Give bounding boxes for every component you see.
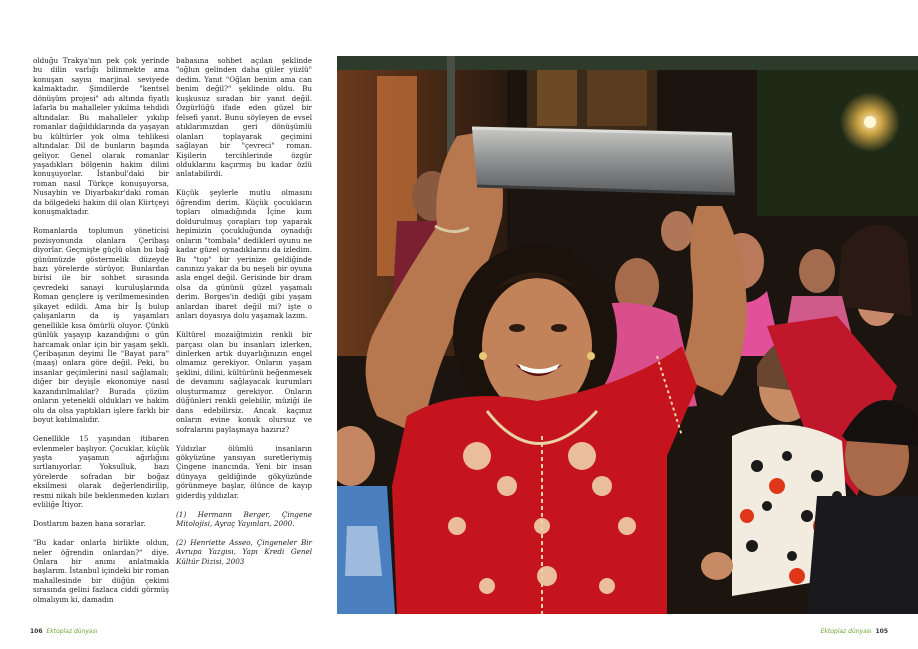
page-number: 106 [30, 628, 43, 635]
paragraph: "Bu kadar onlarla birlikte oldun, neler öğrendin onlardan?" diye. Onlara bir anımı anlatmakla başlarım. İstanbul içindeki bir roman mahallesinde bir düğün çekimi sırasında gelini fazlaca ciddi görmüş olmalıyım ki, damadın [33, 538, 169, 604]
footer-left [30, 628, 99, 635]
magazine-name: Ektoplaz dünyası [820, 628, 872, 635]
paragraph: Yıldızlar ölümlü insanların gökyüzüne yansıyan suretleriymiş Çingene inancında. Yeni bir insan dünyaya geldiğinde gökyüzünde görünmeye başlar, ölünce de kayıp giderdiş yıldızlar. [176, 443, 312, 500]
celebration-photo [337, 56, 918, 614]
reference: (1) Hermann Berger, Çingene Mitolojisi, Ayraç Yayınları, 2000. [176, 509, 312, 529]
text-column-left [33, 56, 169, 614]
page-number: 105 [875, 628, 888, 635]
paragraph: Dostlarım bazen bana sorarlar. [33, 519, 146, 529]
reference: (2) Henriette Asseo, Çingeneler Bir Avrupa Yazgısı, Yapı Kredi Genel Kültür Dizisi, 2003 [176, 538, 312, 566]
text-column-middle [176, 56, 312, 576]
footer-right [819, 628, 888, 635]
paragraph: Kültürel mozaiğimizin renkli bir parçası olan bu insanları izlerken, dinlerken artık duyarlığınızın engel olmamız gerekiyor. Onların yaşam şeklini, dilini, kültürünü beğenmesek de devamını sağlayacak kurumları oluşturmamız gerekiyor. Onların düğünleri renkli gelebilir, müziği ile dans edebilirsiz. Ancak kaçınız onların evine konuk olursuz ve sofralarını paylaşmaya hazırız? [176, 330, 312, 434]
paragraph: Küçük şeylerle mutlu olmasını öğrendim derim. Küçük çocukların topları olmadığında İçine kum doldurulmuş çorapları top yaparak hepimizin çocukluğunda oynadığı onların "tombala" dedikleri oyunu ne kadar güzel oynadıklarını da izledim. Bu "top" bir yerinize geldiğinde canınızı yakar da bu neşeli bir oyuna asla engel değil. Gerisinde bir dram olsa da gününü güzel yaşamalı derim. Borges'in dediği gibi yaşam anlardan ibaret değil mi? işte o anları doyasıya dolu yaşamak lazım. [176, 188, 312, 321]
paragraph: olduğu Trakya'nın pek çok yerinde bu dilin varlığı bilinmekte ama konuşan sayısı marjinal seviyede kalmaktadır. Şimdilerde "kentsel dönüşüm projesi" adı altında fiyatlı lafarla bu mahalleler yıkılma tehdidi altındalar. Bu mahalleler yıkılıp romanlar dağıldıklarında da yaşayan bu kültürler yok olma tehlikesi altındalar. Dil de bunların başında geliyor. Genel olarak romanlar yaşadıkları bölgenin hakim dilini konuşuyorlar. İstanbul'daki bir roman nasıl Türkçe konuşuyorsa, Nusaybin ve Diyarbakır'daki roman da bölgedeki hakim dil olan Kürtçeyi konuşmaktadır. [33, 56, 169, 217]
magazine-name: Ektoplaz dünyası [46, 628, 98, 635]
paragraph: babasına sohbet açılan şeklinde "oğlun gelinden daha güler yüzlü" dedim. Yanıt "Oğlan benim ama can benim değil?" şeklinde oldu. Bu kuşkusuz sıradan bir yanıt değil. Özgürlüğü ifade eden güzel bir felsefi yanıt. Bunu söyleyen de evsel atıklarımızdan geri dönüşümlü olanları toplayarak geçimini sağlayan bir "çevreci" roman. Kişilerin tercihlerinde özgür olduklarını kaçırmış bu kadar özlü anlatabilirdi. [176, 56, 312, 179]
paragraph: Genellikle 15 yaşından itibaren evlenmeler başlıyor. Çocuklar, küçük yaşta yaşamın ağırlığını sırtlanıyorlar. Yoksulluk, bazı yörelerde sofradan bir boğaz eksilmesi olarak değerlendirilip, resmi nikah bile beklenmeden kızları evliliğe İtiyor. [33, 434, 169, 510]
paragraph: Romanlarda toplumun yöneticisi pozisyonunda olanlara Çeribaşı diyorlar. Geçmişte güçlü olan bu bağ günümüzde göstermelik düzeyde bazı yörelerde sürüyor. Bunlardan birisi ile bir sohbet sırasında çevredeki sanayi kuruluşlarında Roman gençlere iş verilmemesinden şikayet edildi. Ama bir İş bulup çalışanların da iş yaşamları genellikle kısa ömürlü oluyor. Çünkü günlük yaşayıp kazandığını o gün harcamak onlar için bir yaşam şekli. Çeribaşının deyimi İle "Bayat para" (maaş) onlara göre değil. Peki, bu insanlar geçimlerini nasıl sağlamalı; diğer bir deyişle ekonomiye nasıl kazandırılmalılar? Burada çözüm onların yetenekli oldukları ve hakim olu da olsa yaptıkları işlere farklı bir boyut katılmalıdır. [33, 226, 169, 425]
